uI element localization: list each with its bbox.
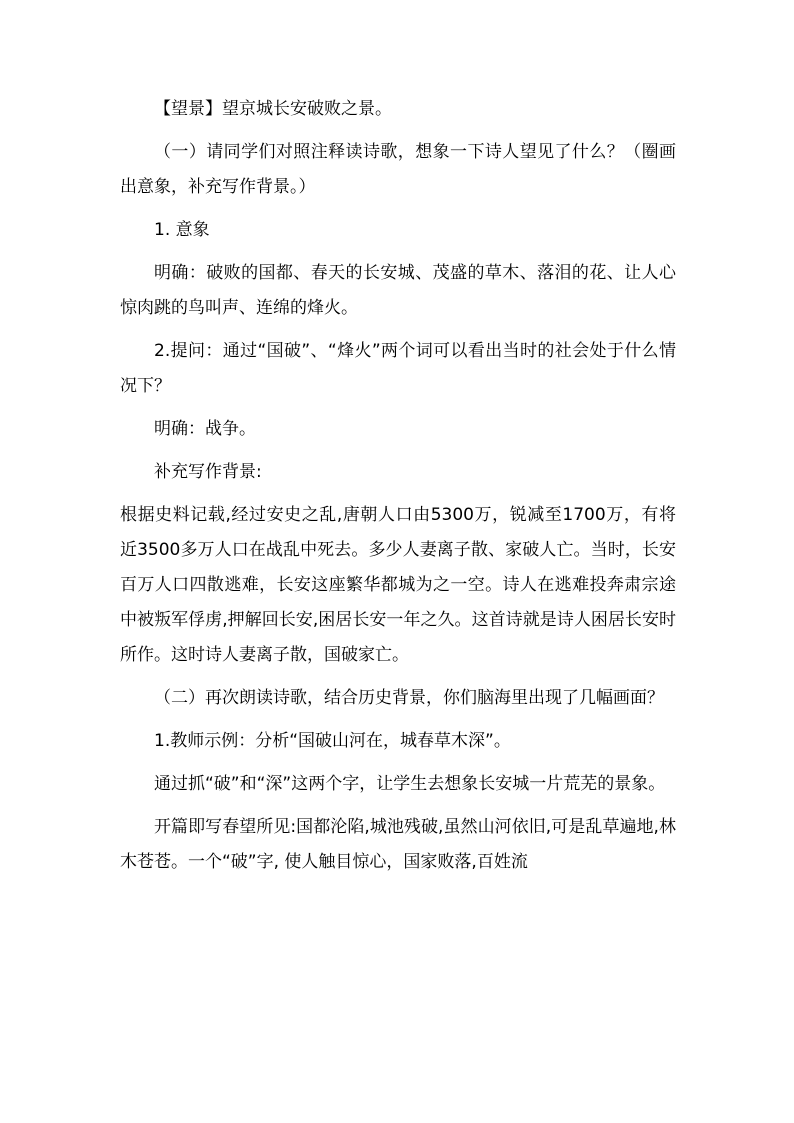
analysis-paragraph: 通过抓“破”和“深”这两个字，让学生去想象长安城一片荒芜的景象。 (154, 774, 666, 794)
opening-paragraph: 开篇即写春望所见:国都沦陷,城池残破,虽然山河依旧,可是乱草遍地,林木苍苍。一个“破”字, 使人触目惊心，国家败落,百姓流 (120, 817, 676, 872)
question-two: （二）再次朗读诗歌，结合历史背景，你们脑海里出现了几幅画面？ (154, 688, 664, 708)
document-body (120, 92, 676, 888)
teacher-example: 1.教师示例：分析“国破山河在，城春草木深”。 (154, 731, 511, 751)
answer-imagery: 明确：破败的国都、春天的长安城、茂盛的草木、落泪的花、让人心惊肉跳的鸟叫声、连绵的烽火。 (120, 263, 676, 318)
question-one: （一）请同学们对照注释读诗歌，想象一下诗人望见了什么？（圈画出意象，补充写作背景。） (120, 142, 676, 197)
subheading-background: 补充写作背景: (154, 462, 262, 482)
section-heading-wangjing: 【望景】望京城长安破败之景。 (154, 99, 392, 119)
question-society: 2.提问：通过“国破”、“烽火”两个词可以看出当时的社会处于什么情况下？ (120, 341, 676, 396)
subheading-imagery: 1. 意象 (154, 220, 210, 240)
answer-war: 明确：战争。 (154, 419, 256, 439)
background-paragraph: 根据史料记载,经过安史之乱,唐朝人口由5300万，锐减至1700万，有将近3500多万人口在战乱中死去。多少人妻离子散、家破人亡。当时，长安百万人口四散逃难，长安这座繁华都城为之一空。诗人在逃难投奔肃宗途中被叛军俘虏,押解回长安,困居长安一年之久。这首诗就是诗人困居长安时所作。这时诗人妻离子散，国破家亡。 (120, 505, 676, 665)
